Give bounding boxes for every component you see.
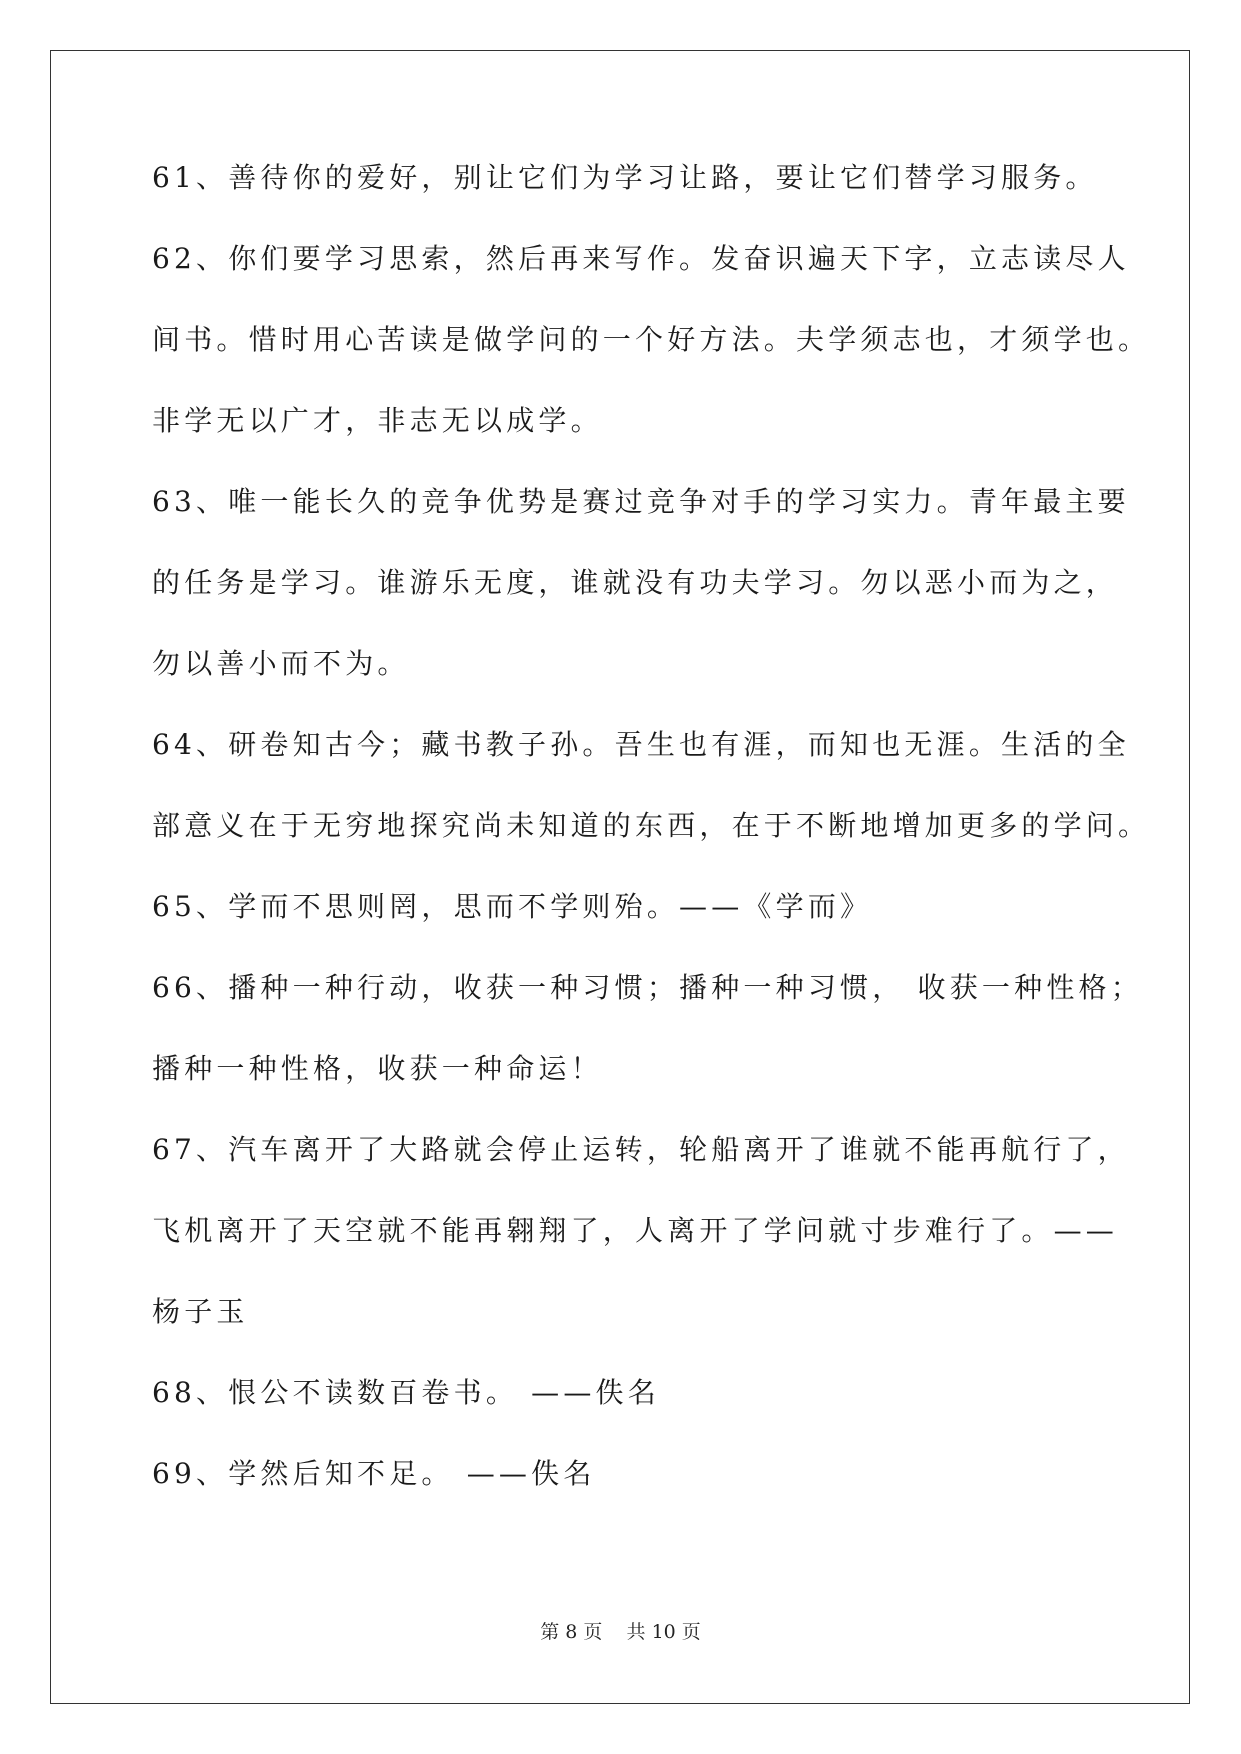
- text-line-16: 68、恨公不读数百卷书。 ——佚名: [152, 1376, 660, 1409]
- text-line-12: 播种一种性格，收获一种命运！: [152, 1052, 603, 1085]
- page-number-footer: 第 8 页 共 10 页: [540, 1621, 701, 1643]
- text-line-8: 64、研卷知古今；藏书教子孙。吾生也有涯，而知也无涯。生活的全: [152, 728, 1130, 761]
- text-line-13: 67、汽车离开了大路就会停止运转，轮船离开了谁就不能再航行了，: [152, 1133, 1130, 1166]
- text-line-4: 非学无以广才，非志无以成学。: [152, 404, 603, 437]
- text-line-1: 61、善待你的爱好，别让它们为学习让路，要让它们替学习服务。: [152, 161, 1098, 194]
- text-line-11: 66、播种一种行动，收获一种习惯；播种一种习惯， 收获一种性格；: [152, 971, 1143, 1004]
- text-line-17: 69、学然后知不足。 ——佚名: [152, 1457, 596, 1490]
- document-body: [152, 161, 1151, 1539]
- text-line-15: 杨子玉: [152, 1295, 249, 1328]
- text-line-5: 63、唯一能长久的竞争优势是赛过竞争对手的学习实力。青年最主要: [152, 485, 1130, 518]
- text-line-7: 勿以善小而不为。: [152, 647, 410, 680]
- text-line-9: 部意义在于无穷地探究尚未知道的东西，在于不断地增加更多的学问。: [152, 809, 1151, 842]
- text-line-14: 飞机离开了天空就不能再翱翔了，人离开了学问就寸步难行了。——: [152, 1214, 1119, 1247]
- text-line-10: 65、学而不思则罔，思而不学则殆。——《学而》: [152, 890, 873, 923]
- text-line-2: 62、你们要学习思索，然后再来写作。发奋识遍天下字，立志读尽人: [152, 242, 1130, 275]
- text-line-3: 间书。惜时用心苦读是做学问的一个好方法。夫学须志也，才须学也。: [152, 323, 1151, 356]
- text-line-6: 的任务是学习。谁游乐无度，谁就没有功夫学习。勿以恶小而为之，: [152, 566, 1119, 599]
